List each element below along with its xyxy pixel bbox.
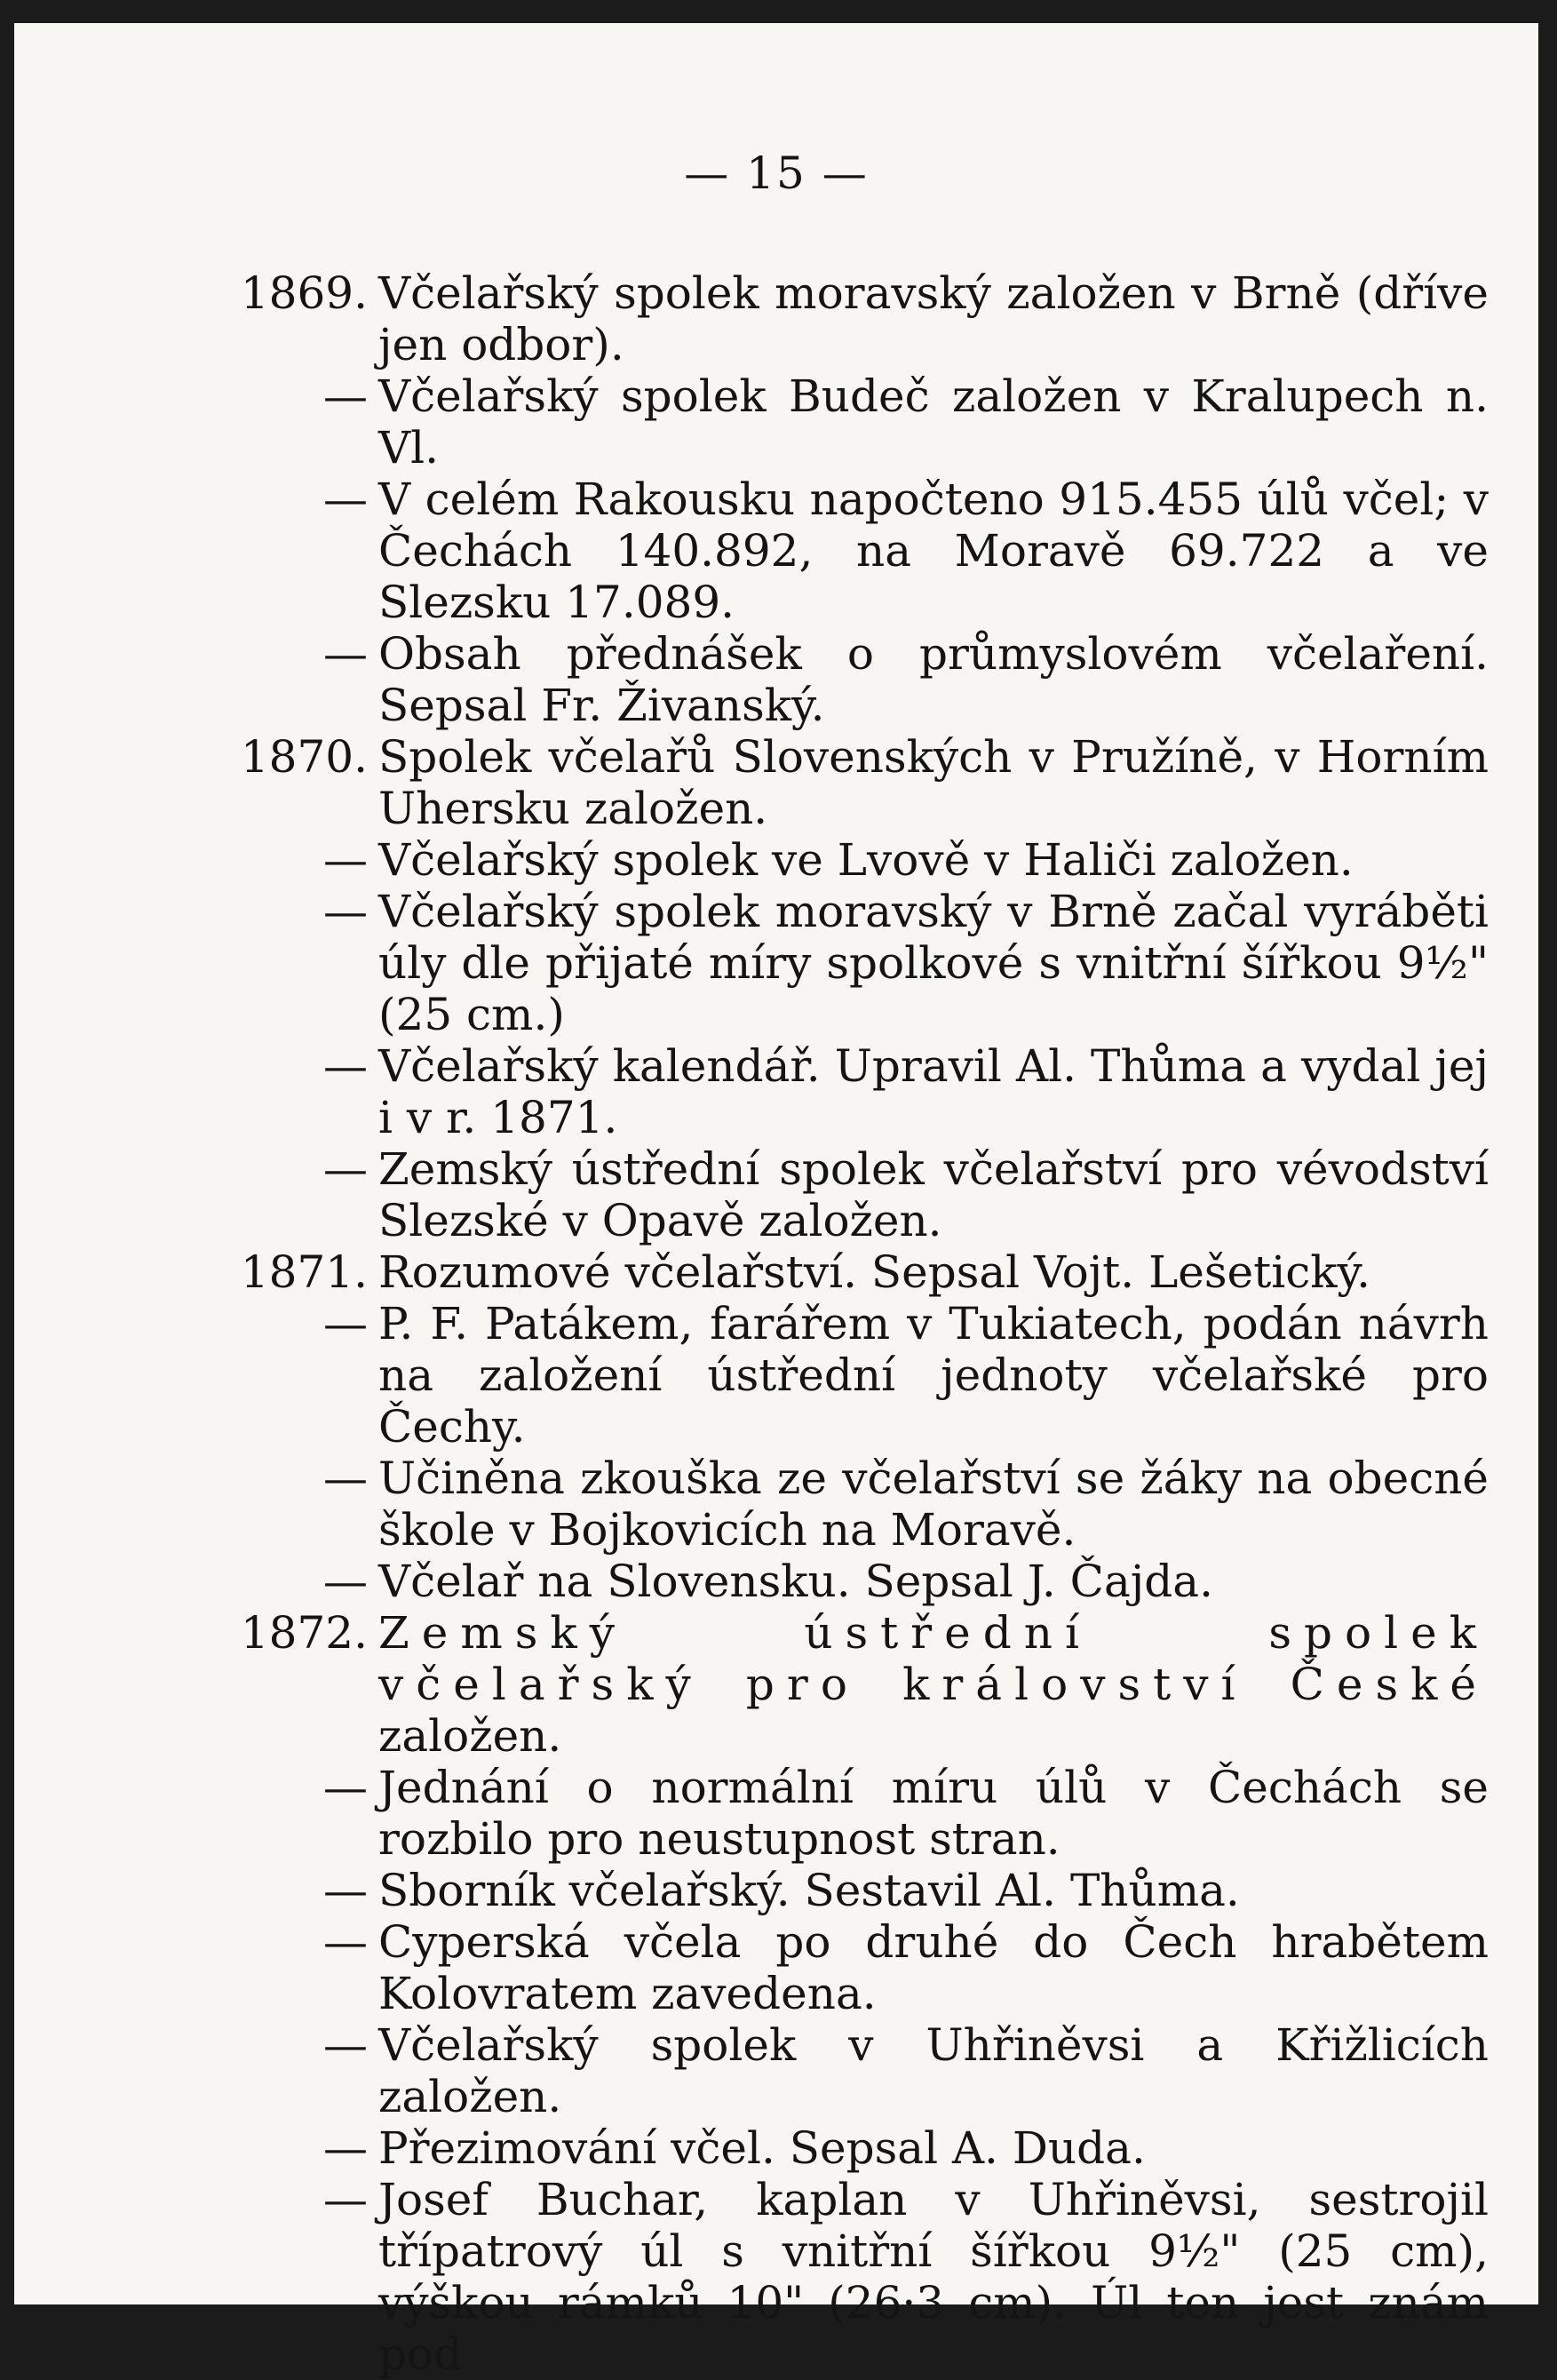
entry-year: — (323, 474, 368, 525)
entry (14, 1916, 1538, 2019)
page-number: — 15 — (684, 147, 869, 199)
entry-text: Jednání o normální míru úlů v Čechách se rozbilo pro neustupnost stran. (378, 1762, 1489, 1865)
book-page (14, 23, 1538, 2380)
entry-year: 1872. (240, 1607, 368, 1659)
spaced-society-name: Zemský ústřední spolek včelařský pro království České (378, 1607, 1489, 1710)
entry-year: — (323, 1762, 368, 1813)
entry-text: Přezimování včel. Sepsal A. Duda. (378, 2122, 1146, 2174)
entry (14, 2019, 1538, 2122)
entry-text: Sborník včelařský. Sestavil Al. Thůma. (378, 1865, 1240, 1916)
entry-text: Včelařský spolek Budeč založen v Kralupech n. Vl. (378, 370, 1489, 474)
entry (14, 1762, 1538, 1865)
entry-year: — (323, 1298, 368, 1349)
entry (14, 1298, 1538, 1453)
entry-year: — (323, 1453, 368, 1504)
entry-year: 1870. (240, 731, 368, 783)
entry-year: 1869. (240, 267, 368, 319)
entry-text: Včelařský spolek moravský založen v Brně (dříve jen odbor). (378, 267, 1489, 370)
entry-text: Zemský ústřední spolek včelařství pro vévodství Slezské v Opavě založen. (378, 1143, 1489, 1246)
entry-year: — (323, 2019, 368, 2071)
entry-text: Včelařský spolek moravský v Brně začal vyráběti úly dle přijaté míry spolkové s vnitřní šířkou 9½" (25 cm.) (378, 886, 1489, 1040)
entry (14, 1453, 1538, 1556)
entry-text: Rozumové včelařství. Sepsal Vojt. Lešetický. (378, 1246, 1370, 1298)
entry-text: Včelařský kalendář. Upravil Al. Thůma a vydal jej i v r. 1871. (378, 1040, 1489, 1143)
entry-text: V celém Rakousku napočteno 915.455 úlů včel; v Čechách 140.892, na Moravě 69.722 a ve Slezsku 17.089. (378, 474, 1489, 628)
entry-year: — (323, 886, 368, 937)
entry-year: — (323, 370, 368, 422)
entry-year: — (323, 1040, 368, 1092)
entry-text: P. F. Patákem, farářem v Tukiatech, podán návrh na založení ústřední jednoty včelařské pro Čechy. (378, 1298, 1489, 1453)
entry (14, 886, 1538, 1040)
entry (14, 1607, 1538, 1762)
entry-year: — (323, 2174, 368, 2225)
entry-text: Cyperská včela po druhé do Čech hrabětem Kolovratem zavedena. (378, 1916, 1489, 2019)
entry-text: Včelař na Slovensku. Sepsal J. Čajda. (378, 1556, 1213, 1607)
entry-year: — (323, 1916, 368, 1968)
entry (14, 2122, 1538, 2174)
entry (14, 267, 1538, 370)
entry-text: Josef Buchar, kaplan v Uhřiněvsi, sestrojil třípatrový úl s vnitřní šířkou 9½" (25 cm), výškou rámků 10" (26·3 cm). Úl ten jest znám pod (378, 2174, 1489, 2380)
entry-year: — (323, 2122, 368, 2174)
entry (14, 1865, 1538, 1916)
entry (14, 370, 1538, 474)
entry-text: Včelařský spolek ve Lvově v Haliči založen. (378, 834, 1354, 886)
entry-text: Obsah přednášek o průmyslovém včelaření. Sepsal Fr. Živanský. (378, 628, 1489, 731)
entry (14, 474, 1538, 628)
chronology-list (14, 267, 1538, 2380)
entry (14, 2174, 1538, 2380)
entry-text: Učiněna zkouška ze včelařství se žáky na obecné škole v Bojkovicích na Moravě. (378, 1453, 1489, 1556)
entry (14, 1040, 1538, 1143)
entry-text (378, 1607, 1489, 1762)
entry (14, 628, 1538, 731)
entry-text: Spolek včelařů Slovenských v Pružíně, v Horním Uhersku založen. (378, 731, 1489, 834)
entry-year: — (323, 1556, 368, 1607)
entry-year: — (323, 628, 368, 680)
entry-text: Včelařský spolek v Uhřiněvsi a Křižlicích založen. (378, 2019, 1489, 2122)
entry (14, 1143, 1538, 1246)
entry (14, 731, 1538, 834)
entry-year: 1871. (240, 1246, 368, 1298)
entry-text-tail: založen. (378, 1710, 562, 1762)
entry (14, 1246, 1538, 1298)
entry-year: — (323, 834, 368, 886)
entry (14, 834, 1538, 886)
entry-year: — (323, 1143, 368, 1195)
entry-year: — (323, 1865, 368, 1916)
entry (14, 1556, 1538, 1607)
